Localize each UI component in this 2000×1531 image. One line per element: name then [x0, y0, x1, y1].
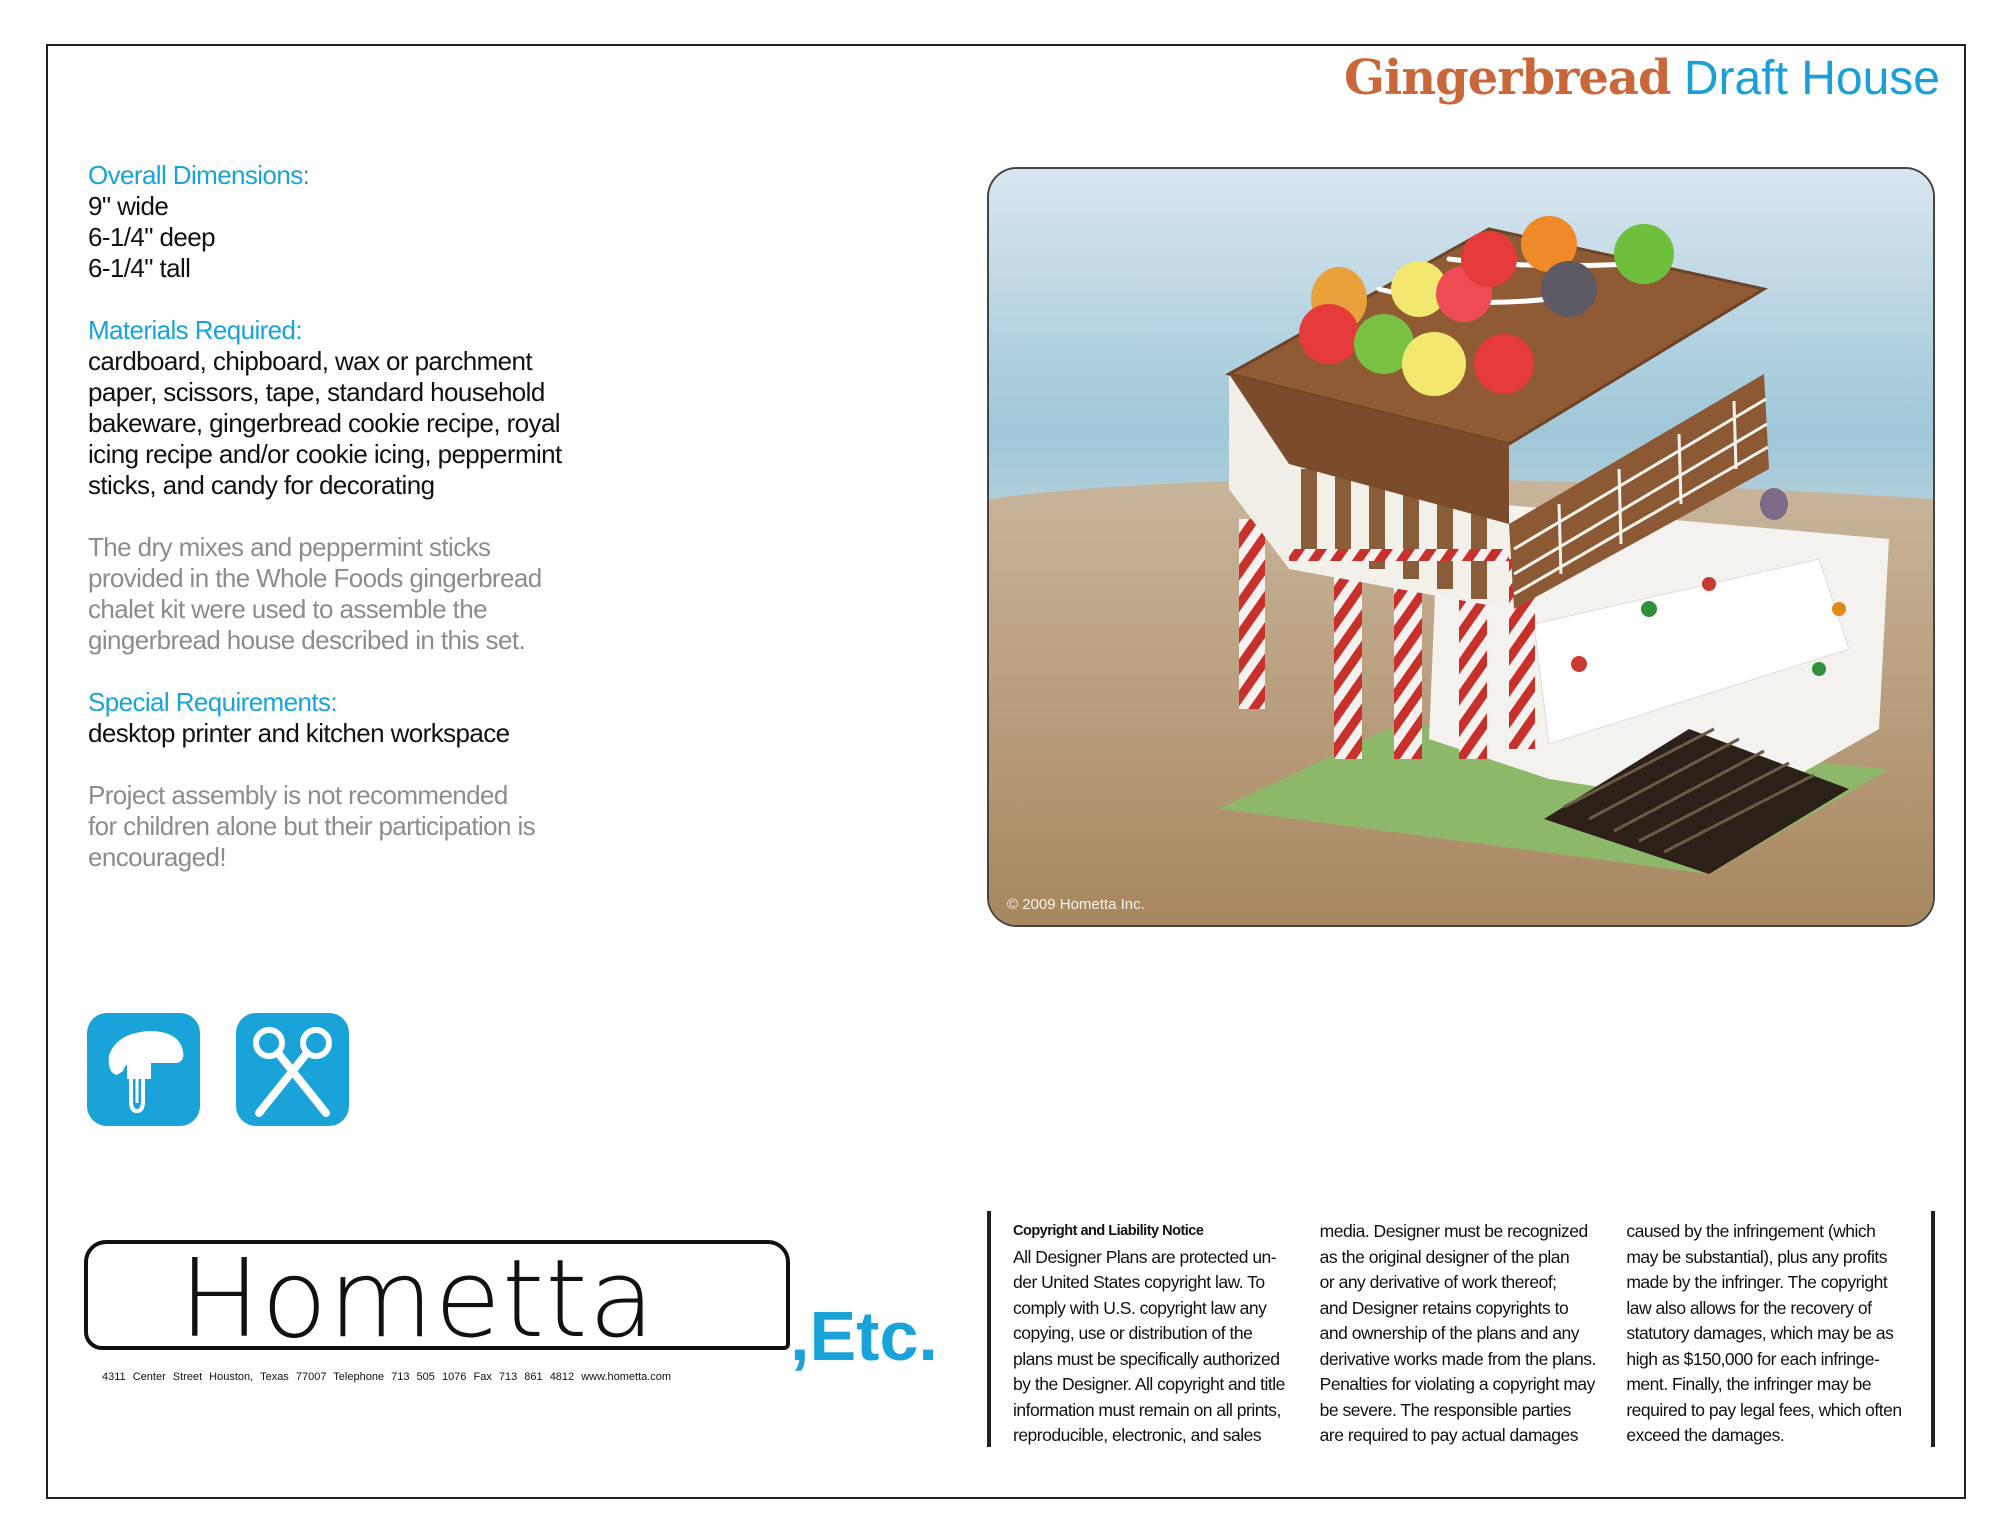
mixer-icon [87, 1013, 200, 1126]
notice-line: der United States copyright law. To [1013, 1272, 1265, 1292]
notice-line: or any derivative of work thereof; [1319, 1272, 1557, 1292]
notice-line: law also allows for the recovery of [1626, 1297, 1872, 1318]
notice-line: derivative works made from the plans. [1319, 1348, 1596, 1369]
dimension-depth: 6-1/4" deep [88, 222, 215, 252]
materials-line: cardboard, chipboard, wax or parchment [88, 346, 533, 376]
notice-heading: Copyright and Liability Notice [1013, 1223, 1204, 1239]
logo-etc: ,Etc. [790, 1297, 938, 1375]
kit-note-line: chalet kit were used to assemble the [88, 594, 487, 624]
notice-line: statutory damages, which may be as [1626, 1323, 1894, 1343]
copyright-notice [987, 1211, 1935, 1447]
notice-column-2 [1320, 1219, 1613, 1447]
dimension-height: 6-1/4" tall [88, 253, 191, 283]
notice-line: are required to pay actual damages [1319, 1425, 1578, 1445]
notice-column-1 [1013, 1219, 1306, 1447]
notice-line: comply with U.S. copyright law any [1013, 1297, 1267, 1318]
title-draft-house: Draft House [1683, 52, 1940, 105]
assembly-note-line: encouraged! [88, 842, 226, 872]
assembly-note-line: for children alone but their participation is [88, 811, 536, 841]
notice-line: plans must be specifically authorized [1013, 1348, 1280, 1369]
notice-line: and Designer retains copyrights to [1319, 1297, 1569, 1318]
notice-line: media. Designer must be recognized [1319, 1221, 1588, 1241]
notice-line: ment. Finally, the infringer may be [1626, 1374, 1872, 1394]
notice-line: copying, use or distribution of the [1013, 1323, 1253, 1343]
kit-note-line: The dry mixes and peppermint sticks [88, 532, 491, 562]
materials-line: sticks, and candy for decorating [88, 470, 435, 500]
house-photo [987, 167, 1935, 927]
notice-line: All Designer Plans are protected un- [1013, 1246, 1277, 1267]
dimensions-heading: Overall Dimensions: [88, 160, 310, 190]
materials-line: paper, scissors, tape, standard household [88, 377, 545, 407]
notice-line: high as $150,000 for each infringe- [1626, 1348, 1880, 1369]
logo-wordmark: Hometta [179, 1237, 656, 1362]
kit-note-line: gingerbread house described in this set. [88, 625, 526, 655]
page-title [1344, 50, 1940, 106]
assembly-note-line: Project assembly is not recommended [88, 780, 508, 810]
notice-line: exceed the damages. [1626, 1425, 1785, 1445]
special-requirements: desktop printer and kitchen workspace [88, 718, 510, 748]
materials-line: bakeware, gingerbread cookie recipe, royal [88, 408, 560, 438]
notice-line: required to pay legal fees, which often [1626, 1399, 1902, 1420]
kit-note-line: provided in the Whole Foods gingerbread [88, 563, 542, 593]
notice-line: as the original designer of the plan [1319, 1246, 1570, 1267]
gingerbread-house-illustration [989, 169, 1933, 925]
scissors-icon [236, 1013, 349, 1126]
notice-line: and ownership of the plans and any [1319, 1323, 1579, 1343]
photo-credit: © 2009 Hometta Inc. [1007, 896, 1145, 913]
materials-heading: Materials Required: [88, 315, 303, 345]
materials-line: icing recipe and/or cookie icing, peppermint [88, 439, 562, 469]
notice-line: may be substantial), plus any profits [1626, 1246, 1888, 1267]
notice-column-3 [1626, 1219, 1919, 1447]
notice-line: reproducible, electronic, and sales [1013, 1425, 1262, 1445]
notice-line: information must remain on all prints, [1013, 1399, 1281, 1420]
notice-line: by the Designer. All copyright and title [1013, 1374, 1285, 1394]
notice-line: be severe. The responsible parties [1319, 1399, 1571, 1420]
notice-line: made by the infringer. The copyright [1626, 1272, 1888, 1292]
notice-line: Penalties for violating a copyright may [1319, 1374, 1595, 1394]
specs-panel [88, 160, 608, 873]
special-heading: Special Requirements: [88, 687, 337, 717]
company-address: 4311 Center Street Houston, Texas 77007 Telephone 713 505 1076 Fax 713 861 4812 www.hometta.com [102, 1371, 672, 1383]
title-gingerbread: Gingerbread [1343, 50, 1671, 106]
notice-line: caused by the infringement (which [1626, 1221, 1876, 1241]
dimension-width: 9" wide [88, 191, 169, 221]
